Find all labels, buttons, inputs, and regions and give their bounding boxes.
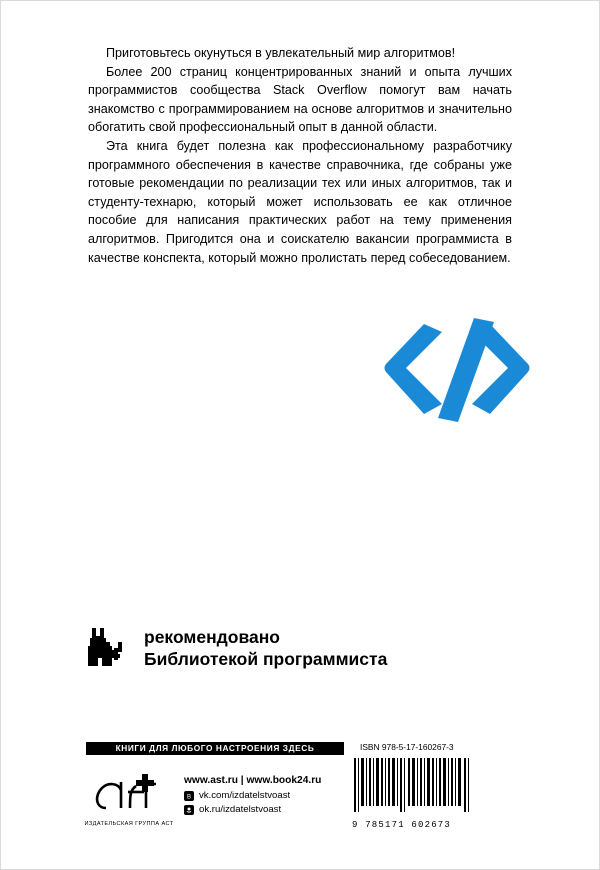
svg-text:B: B — [186, 794, 192, 801]
badge-line-2: Библиотекой программиста — [144, 649, 388, 669]
badge-line-1: рекомендовано — [144, 627, 280, 647]
isbn-text: ISBN 978-5-17-160267-3 — [360, 742, 454, 752]
ok-icon — [184, 805, 194, 815]
footer — [0, 742, 600, 870]
blurb-text — [88, 44, 512, 267]
website-line[interactable]: www.ast.ru | www.book24.ru — [184, 775, 322, 786]
code-brackets-logo — [380, 310, 540, 430]
pixel-cat-icon — [86, 626, 130, 670]
ok-link[interactable] — [184, 803, 321, 816]
vk-link-text: vk.com/izdatelstvoast — [199, 790, 291, 801]
blurb-paragraph-3: Эта книга будет полезна как профессиональному разработчику программного обеспечения в качестве справочника, где собраны уже готовые рекомендации по реализации тех или иных алгоритмов, так и студенту-технарю, который может использовать ее как отличное пособие для написания практических работ на тему применения алгоритмов. Пригодится она и соискателю вакансии программиста в качестве конспекта, который можно пролистать перед собеседованием. — [88, 138, 512, 265]
recommended-badge-text — [144, 626, 387, 670]
publisher-caption: ИЗДАТЕЛЬСКАЯ ГРУППА АСТ — [84, 821, 174, 827]
barcode — [352, 756, 472, 830]
barcode-number: 9 785171 602673 — [352, 820, 452, 830]
vk-icon — [184, 791, 194, 801]
tagline-bar: КНИГИ ДЛЯ ЛЮБОГО НАСТРОЕНИЯ ЗДЕСЬ — [86, 742, 344, 755]
blurb-paragraph-2: Более 200 страниц концентрированных знаний и опыта лучших программистов сообщества Stack Overflow помогут вам начать знакомство с программированием на основе алгоритмов и значительно обогатить свой профессиональный опыт в данной области. — [88, 64, 512, 135]
ok-link-text: ok.ru/izdatelstvoast — [199, 804, 282, 815]
publisher-logo — [84, 770, 174, 827]
blurb-paragraph-1: Приготовьтесь окунуться в увлекательный мир алгоритмов! — [106, 46, 456, 60]
vk-link[interactable] — [184, 789, 321, 802]
recommended-badge — [86, 626, 387, 670]
web-links — [184, 774, 321, 816]
